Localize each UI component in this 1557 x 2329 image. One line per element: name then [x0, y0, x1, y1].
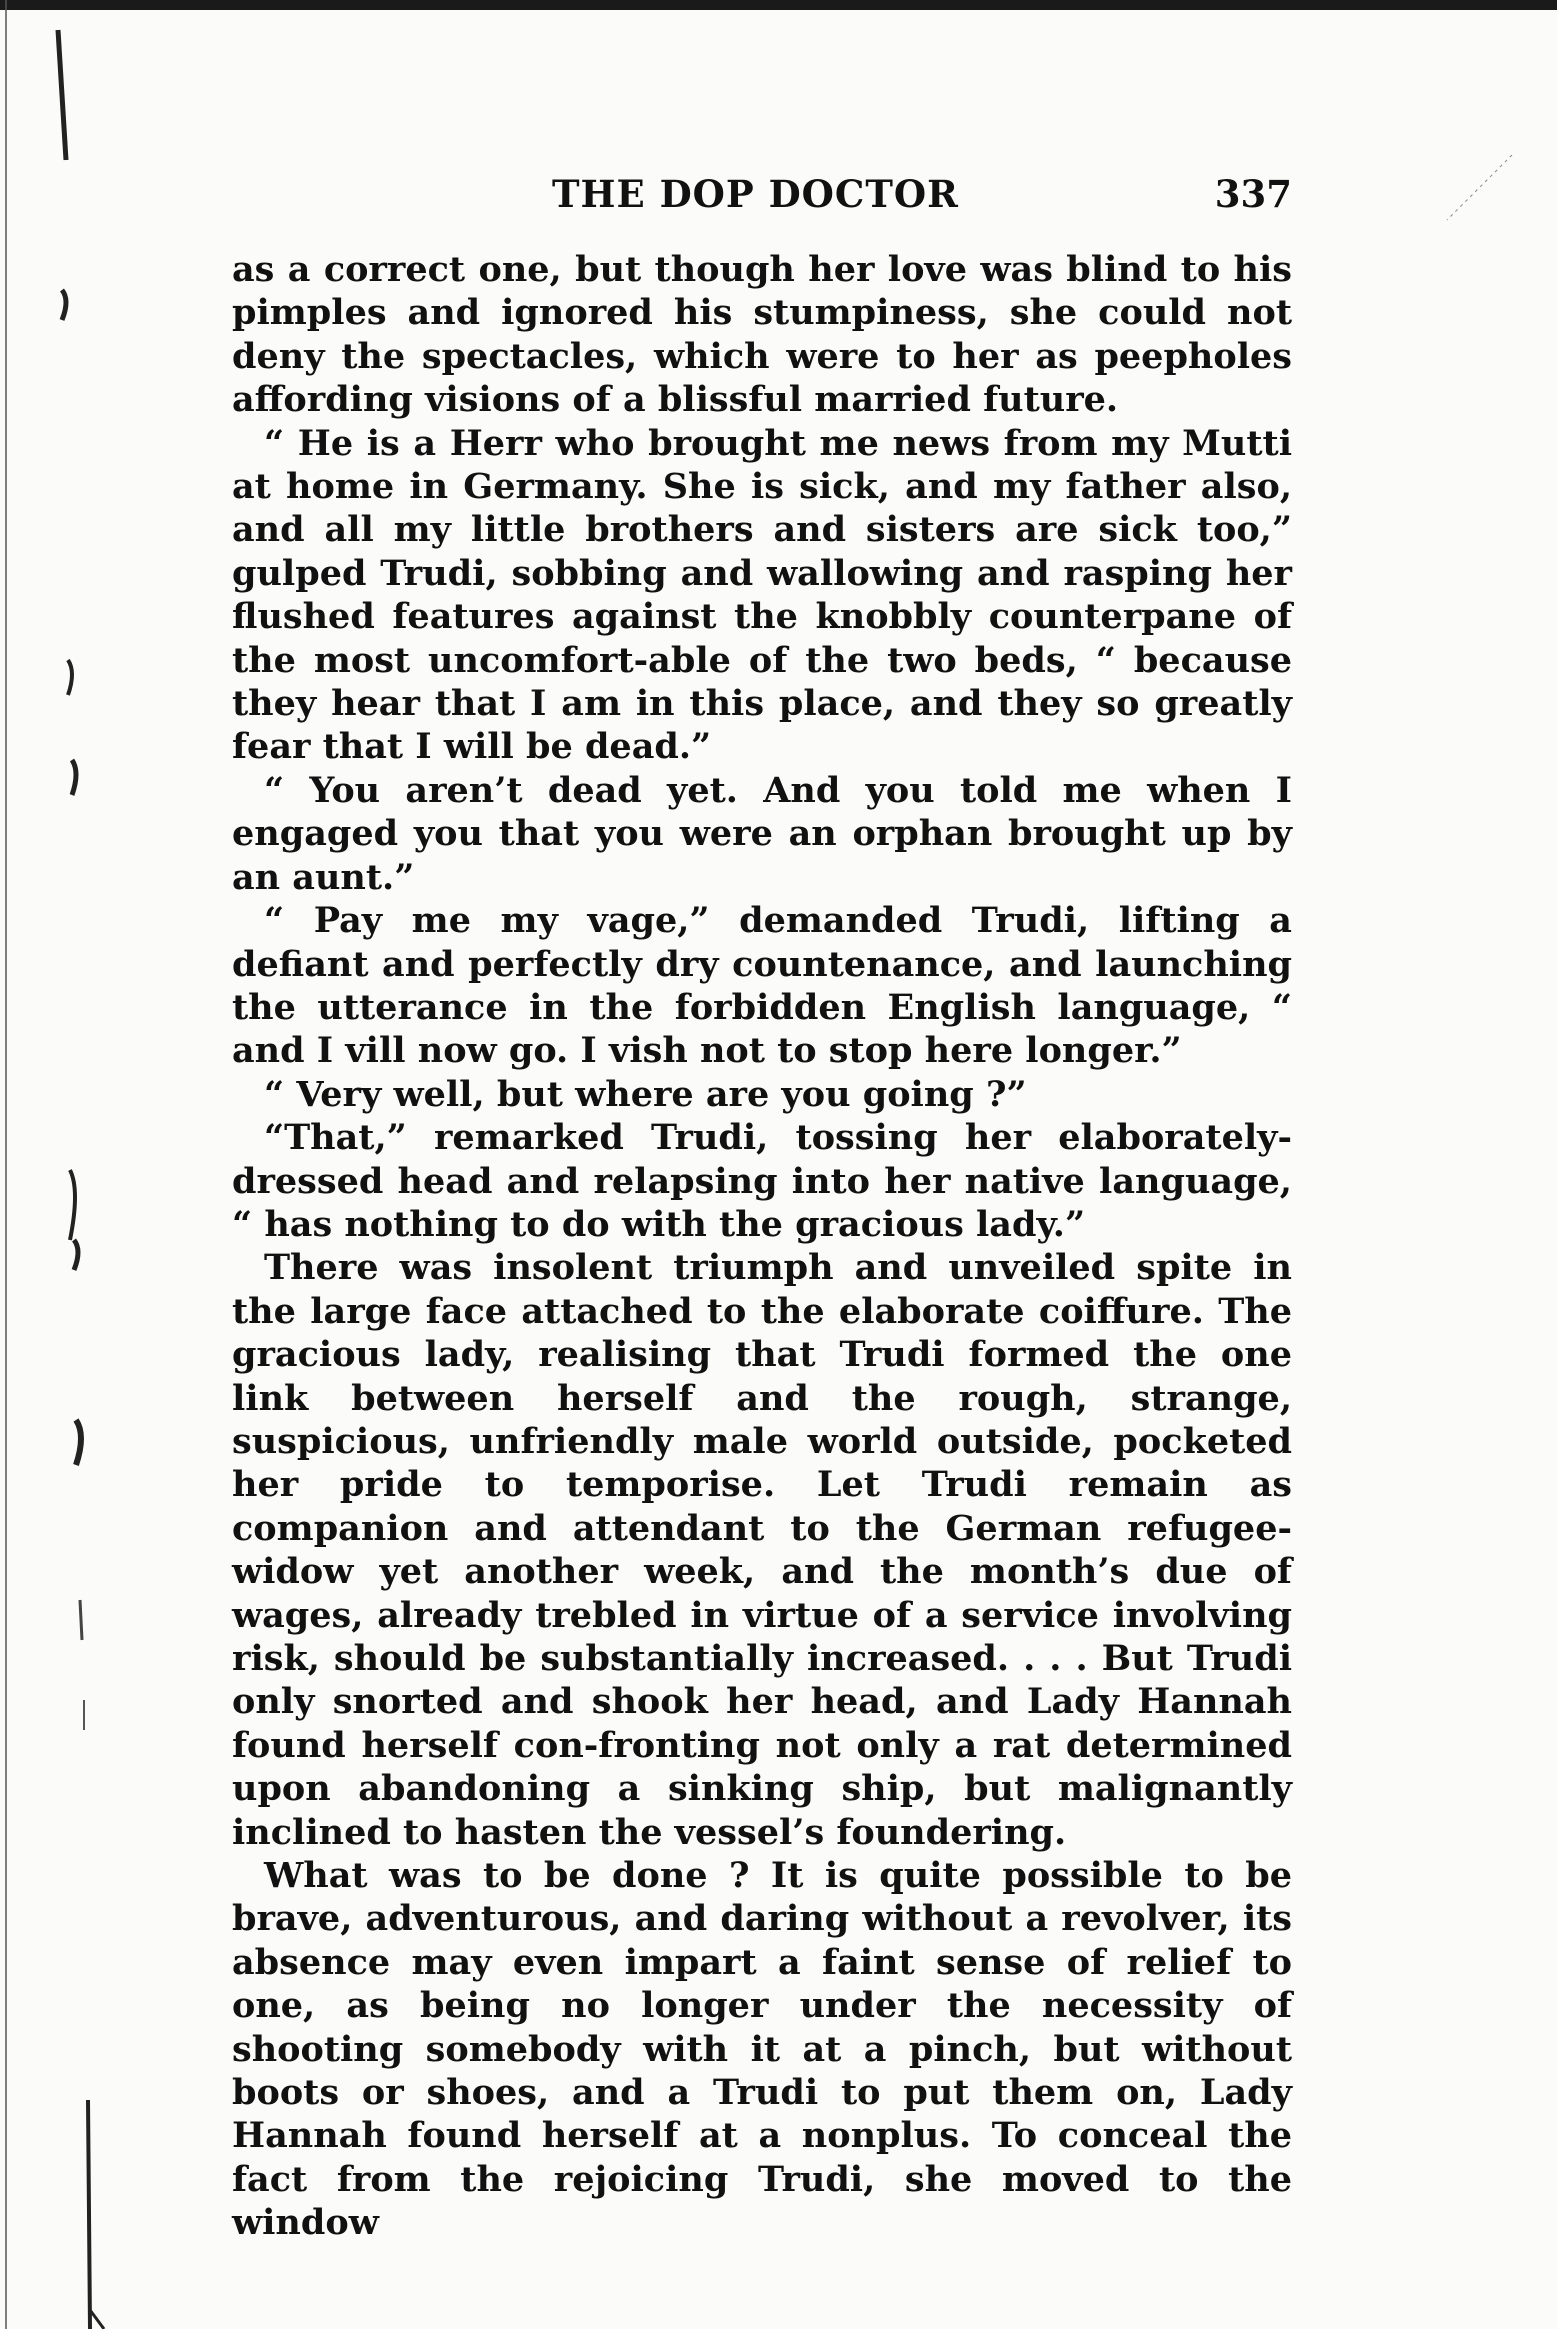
- paragraph: “That,” remarked Trudi, tossing her elaborately-dressed head and relapsing into her native language, “ has nothing to do with the gracious lady.”: [232, 1117, 1292, 1245]
- paragraph: “ You aren’t dead yet. And you told me when I engaged you that you were an orphan brought up by an aunt.”: [232, 769, 1292, 898]
- scan-speck-mark: [1437, 150, 1517, 230]
- paragraph: “ Very well, but where are you going ?”: [264, 1073, 1027, 1115]
- running-title: THE DOP DOCTOR: [552, 172, 959, 216]
- paragraph: What was to be done ? It is quite possible to be brave, adventurous, and daring without a revolver, its absence may even impart a faint sense of relief to one, as being no longer under the necessity of shooting somebody with it at a pinch, but without boots or shoes, and a Trudi to put them on, Lady Hannah found herself at a nonplus. To conceal the fact from the rejoicing Trudi, she moved to the window: [232, 1855, 1292, 2244]
- binding-gutter: [0, 0, 110, 2329]
- paragraph: There was insolent triumph and unveiled spite in the large face attached to the elaborate coiffure. The gracious lady, realising that Trudi formed the one link between herself and the rough, strange, suspicious, unfriendly male world outside, pocketed her pride to temporise. Let Trudi remain as companion and attendant to the German refugee-widow yet another week, and the month’s due of wages, already trebled in virtue of a service involving risk, should be substantially increased. . . . But Trudi only snorted and shook her head, and Lady Hannah found herself con-fronting not only a rat determined upon abandoning a sinking ship, but malignantly inclined to hasten the vessel’s foundering.: [232, 1247, 1292, 1853]
- paragraph: “ He is a Herr who brought me news from my Mutti at home in Germany. She is sick, and my father also, and all my little brothers and sisters are sick too,” gulped Trudi, sobbing and wallowing and rasping her flushed features against the knobbly counterpane of the most uncomfort-able of the two beds, “ because they hear that I am in this place, and they so greatly fear that I will be dead.”: [232, 422, 1292, 768]
- body-text: [232, 248, 1292, 2245]
- running-head: [232, 172, 1292, 232]
- scan-top-edge: [0, 0, 1557, 10]
- binding-marks: [0, 0, 110, 2329]
- paragraph: “ Pay me my vage,” demanded Trudi, lifting a defiant and perfectly dry countenance, and launching the utterance in the forbidden English language, “ and I vill now go. I vish not to stop here longer.”: [232, 900, 1292, 1072]
- page-number: 337: [1214, 172, 1292, 216]
- paragraph: as a correct one, but though her love was blind to his pimples and ignored his stumpiness, she could not deny the spectacles, which were to her as peepholes affording visions of a blissful married future.: [232, 249, 1292, 421]
